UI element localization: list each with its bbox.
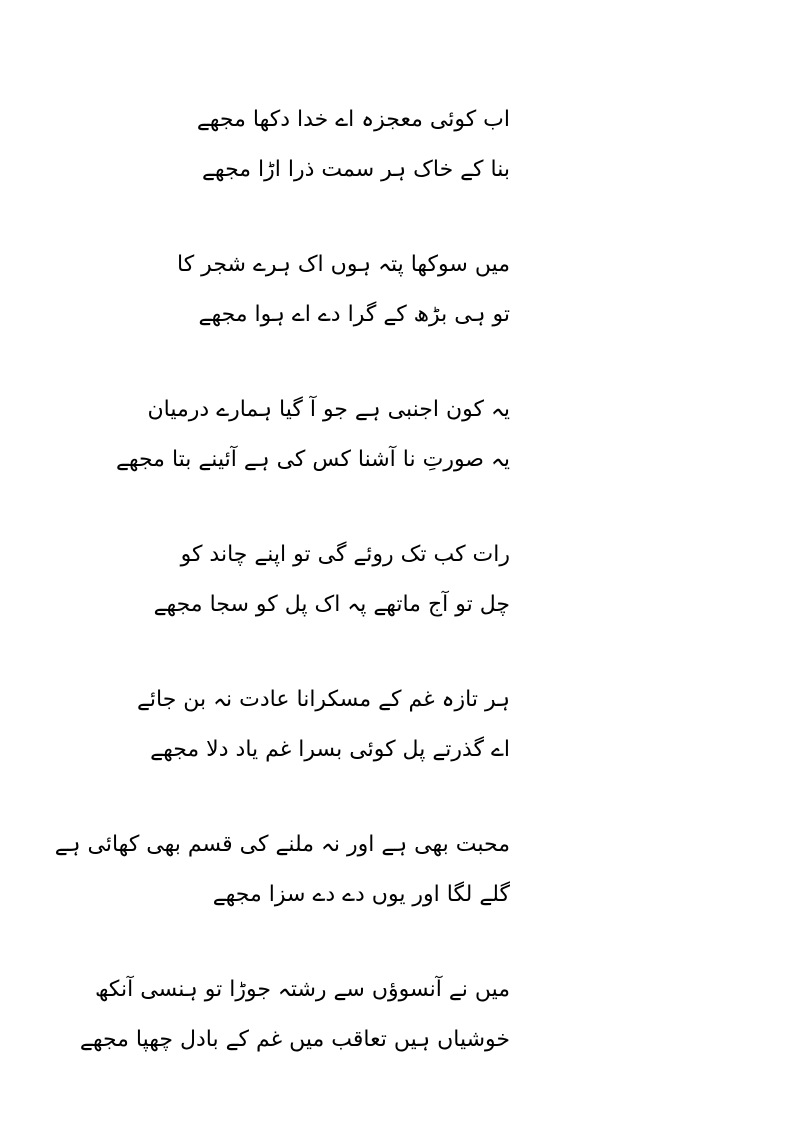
verse-line: یہ صورتِ نا آشنا کس کی ہے آئینے بتا مجھے: [115, 447, 510, 472]
verse-line: میں سوکھا پتہ ہوں اک ہرے شجر کا: [177, 252, 510, 277]
stanza: [153, 535, 510, 680]
verse-line: میں نے آنسوؤں سے رشتہ جوڑا تو ہنسی آنکھ: [94, 977, 510, 1002]
verse-line: خوشیاں ہیں تعاقب میں غم کے بادل چھپا مجھے: [79, 1027, 510, 1052]
stanza: [136, 680, 510, 825]
stanza: [115, 390, 510, 535]
verse-line: گلے لگا اور یوں دے دے سزا مجھے: [212, 882, 510, 907]
verse-line: اے گذرتے پل کوئی بسرا غم یاد دلا مجھے: [150, 737, 510, 762]
verse-line: اب کوئی معجزہ اے خدا دکھا مجھے: [196, 107, 510, 132]
stanza: [54, 825, 510, 970]
stanza: [180, 100, 510, 245]
poem: [54, 100, 510, 1115]
verse-line: رات کب تک روئے گی تو اپنے چاند کو: [180, 542, 510, 567]
stanza: [177, 245, 510, 390]
verse-line: بنا کے خاک ہر سمت ذرا اڑا مجھے: [202, 157, 510, 182]
verse-line: یہ کون اجنبی ہے جو آ گیا ہمارے درمیان: [147, 397, 510, 422]
verse-line: ہر تازہ غم کے مسکرانا عادت نہ بن جائے: [136, 687, 510, 712]
verse-line: چل تو آج ماتھے پہ اک پل کو سجا مجھے: [153, 592, 510, 617]
verse-line: محبت بھی ہے اور نہ ملنے کی قسم بھی کھائی ہے: [54, 832, 510, 857]
verse-line: تو ہی بڑھ کے گرا دے اے ہوا مجھے: [198, 302, 510, 327]
stanza: [79, 970, 510, 1115]
